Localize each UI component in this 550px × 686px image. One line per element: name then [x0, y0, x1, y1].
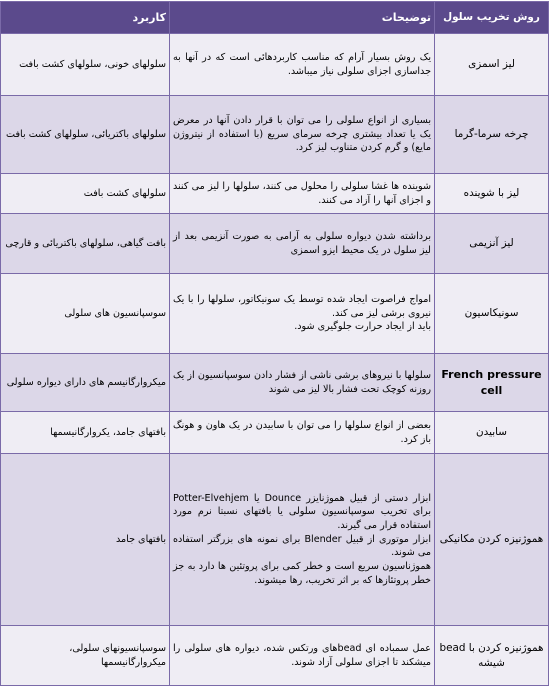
- method-cell: [435, 354, 549, 412]
- application-cell: سلولهای خونی، سلولهای کشت بافت: [1, 34, 170, 96]
- description-cell: عمل سمباده ای beadهای ورتکس شده، دیواره های سلولی را میشکند تا اجزای سلولی آزاد شوند.: [170, 626, 435, 686]
- application-cell: بافتهای جامد: [1, 454, 170, 626]
- application-cell: سوسپانسیونهای سلولی، میکروارگانیسمها: [1, 626, 170, 686]
- method-cell: سابیدن: [435, 412, 549, 454]
- table-header-row: [1, 2, 549, 34]
- description-cell: بسیاری از انواع سلولی را می توان با قرار دادن آنها در معرض یک یا تعداد بیشتری چرخه سرمای سریع (با استفاده از نیتروژن مایع) و گرم کردن متناوب لیز کرد.: [170, 96, 435, 174]
- description-line: هموژناسیون سریع است و خطر کمی برای پروتئین ها دارد به جز خطر پروتئازها که بر اثر تخریب، رها میشوند.: [173, 560, 431, 586]
- application-cell: بافتهای جامد، یکروارگانیسمها: [1, 412, 170, 454]
- description-cell: یک روش بسیار آرام که مناسب کاربردهائی است که در آنها به جداسازی اجزای سلولی نیاز میباشد.: [170, 34, 435, 96]
- method-cell: سونیکاسیون: [435, 274, 549, 354]
- table-row: [1, 626, 549, 686]
- header-method: روش تخریب سلول: [435, 2, 549, 34]
- method-cell: لیز با شوینده: [435, 174, 549, 214]
- description-line: باید از ایجاد حرارت جلوگیری شود.: [294, 321, 431, 333]
- description-cell: برداشته شدن دیواره سلولی به آرامی به صورت آنزیمی بعد از لیز سلول در یک محیط ایزو اسمزی: [170, 214, 435, 274]
- description-line: ابزار دستی از قبیل هموژنایزر Dounce یا Potter-Elvehjem برای تخریب سوسپانسیون سلولی یا بافتهای نسبتا نرم مورد استفاده قرار می گیرند.: [173, 492, 431, 532]
- method-cell: هموژنیزه کردن مکانیکی: [435, 454, 549, 626]
- method-cell: هموژنیزه کردن با bead شیشه: [435, 626, 549, 686]
- application-cell: بافت گیاهی، سلولهای باکتریائی و قارچی: [1, 214, 170, 274]
- table-row: [1, 34, 549, 96]
- header-application: کاربرد: [1, 2, 170, 34]
- method-cell: چرخه سرما-گرما: [435, 96, 549, 174]
- application-cell: سلولهای باکتریائی، سلولهای کشت بافت: [1, 96, 170, 174]
- table-row: [1, 274, 549, 354]
- table-row: [1, 214, 549, 274]
- table-row: [1, 412, 549, 454]
- description-line: ابزار موتوری از قبیل Blender برای نمونه های بزرگتر استفاده می شوند.: [173, 533, 431, 559]
- cell-lysis-methods-table: [0, 1, 549, 686]
- description-cell: [170, 274, 435, 354]
- description-cell: بعضی از انواع سلولها را می توان با سابیدن در یک هاون و هونگ باز کرد.: [170, 412, 435, 454]
- table-row: [1, 354, 549, 412]
- table-row: [1, 96, 549, 174]
- method-label-latin: French pressure cell: [441, 367, 542, 397]
- application-cell: میکروارگانیسم های دارای دیواره سلولی: [1, 354, 170, 412]
- header-description: توضیحات: [170, 2, 435, 34]
- table-row: [1, 174, 549, 214]
- application-cell: سلولهای کشت بافت: [1, 174, 170, 214]
- application-cell: سوسپانسیون های سلولی: [1, 274, 170, 354]
- method-cell: لیز آنزیمی: [435, 214, 549, 274]
- description-cell: شوینده ها غشا سلولی را محلول می کنند، سلولها را لیز می کنند و اجزای آنها را آزاد می کنند.: [170, 174, 435, 214]
- table-row: [1, 454, 549, 626]
- description-cell: سلولها با نیروهای برشی ناشی از فشار دادن سوسپانسیون از یک روزنه کوچک تحت فشار بالا لیز می شوند: [170, 354, 435, 412]
- method-cell: لیز اسمزی: [435, 34, 549, 96]
- description-cell: [170, 454, 435, 626]
- description-line: امواج فراصوت ایجاد شده توسط یک سونیکاتور، سلولها را با یک نیروی برشی لیز می کند.: [173, 294, 431, 319]
